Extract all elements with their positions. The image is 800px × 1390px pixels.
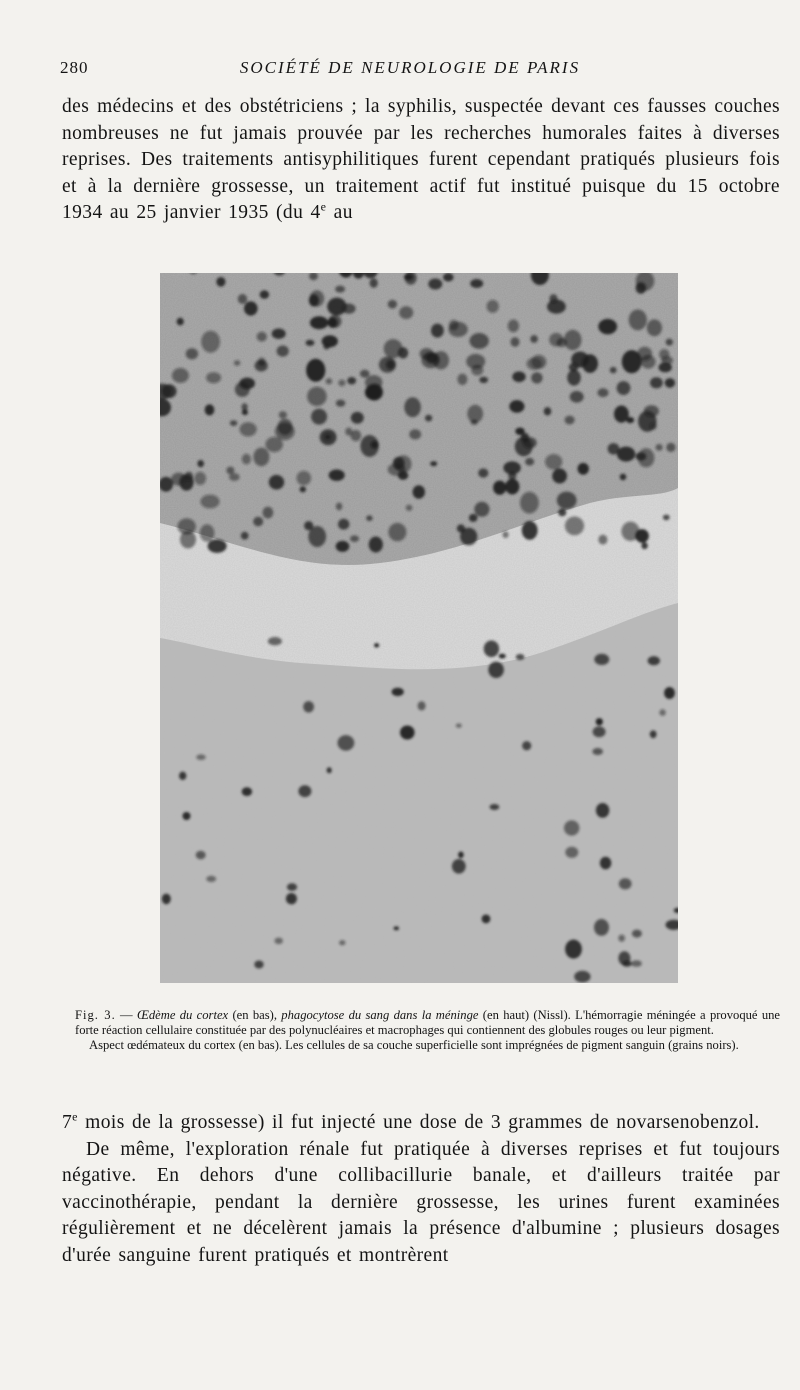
superscript-e: e <box>320 199 327 214</box>
caption-italic-2: phagocytose du sang dans la méninge <box>281 1008 479 1022</box>
caption-italic-1: Œdème du cortex <box>136 1008 229 1022</box>
figure-caption <box>75 1008 780 1053</box>
top-paragraph-tail: au <box>326 202 353 223</box>
page-number: 280 <box>60 58 89 77</box>
paragraph-1 <box>62 1110 780 1137</box>
caption-dash: — <box>115 1008 133 1022</box>
top-paragraph-text: des médecins et des obstétriciens ; la syphilis, suspectée devant ces fausses couches nombreuses ne fut jamais prouvée par les recherches humorales faites à diverses reprises. Des traitements antisyphilitiques furent cependant pratiqués plusieurs fois et à la dernière grossesse, un traitement actif fut institué puisque du 15 octobre 1934 au 25 janvier 1935 (du 4 <box>62 96 780 223</box>
caption-line-2: Aspect œdémateux du cortex (en bas). Les cellules de sa couche superficielle sont imprégnées de pigment sanguin (grains noirs). <box>89 1038 739 1052</box>
running-title: SOCIÉTÉ DE NEUROLOGIE DE PARIS <box>239 58 581 77</box>
top-paragraph <box>62 94 780 227</box>
micrograph-image <box>160 273 678 983</box>
caption-plain-1: (en bas), <box>228 1008 282 1022</box>
paragraph-1-lead: 7 <box>62 1112 73 1133</box>
bottom-paragraphs <box>62 1110 780 1269</box>
paragraph-1-sup: e <box>72 1109 78 1124</box>
figure-label: Fig. 3. <box>75 1008 116 1022</box>
caption-plain-2: (en haut) (Nissl). L'hémorragie méningée a provoqué une forte réaction cellulaire constituée par des polynucléaires et macrophages qui contiennent des globules rouges ou leur pigment. <box>75 1008 781 1037</box>
paragraph-2: De même, l'exploration rénale fut pratiquée à diverses reprises et fut toujours négative. En dehors d'une collibacillurie banale, et d'ailleurs traitée par vaccinothérapie, pendant la dernière grossesse, les urines furent examinées régulièrement et ne décelèrent jamais la présence d'albumine ; plusieurs dosages d'urée sanguine furent pratiqués et montrèrent <box>62 1138 780 1266</box>
micrograph-figure <box>160 273 678 983</box>
page-header <box>60 58 760 84</box>
paragraph-1-text: mois de la grossesse) il fut injecté une dose de 3 grammes de novarsenobenzol. <box>77 1112 760 1133</box>
